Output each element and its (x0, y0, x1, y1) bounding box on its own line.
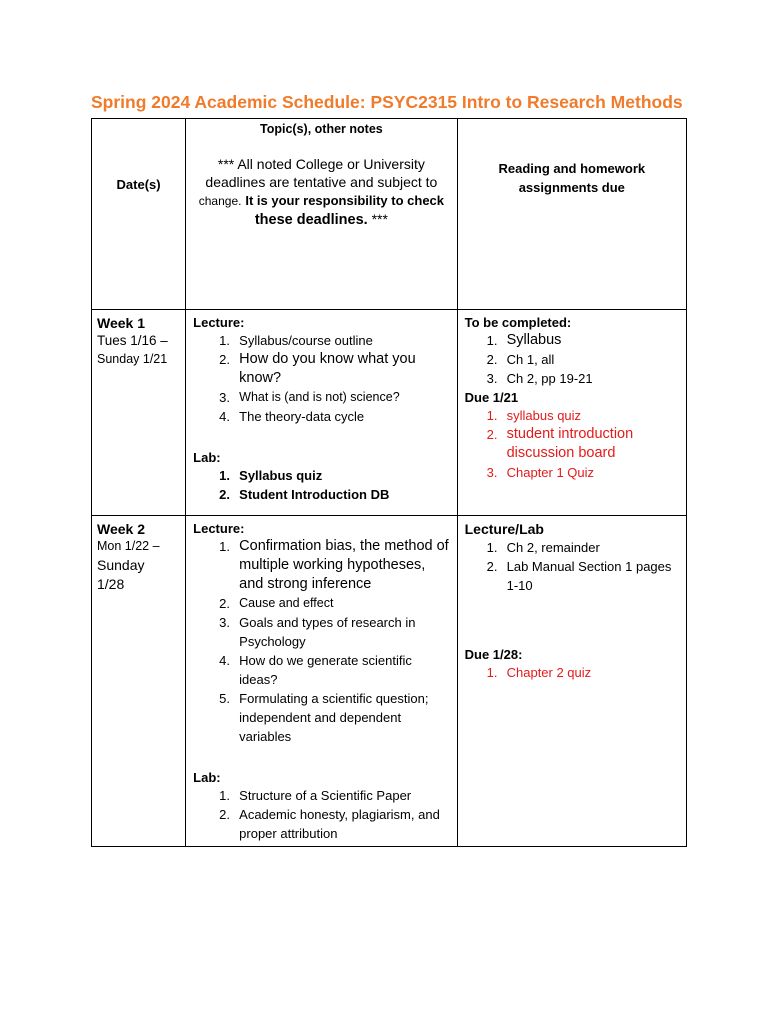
week-dates-line: Tues 1/16 – (97, 333, 168, 348)
week-date-cell (92, 516, 186, 847)
lecture-label: Lecture: (193, 521, 245, 536)
list-item: 2. student introduction discussion board (486, 426, 634, 461)
list-item: 1. Syllabus (486, 332, 562, 348)
week-date-cell (92, 310, 186, 516)
schedule-table (91, 118, 687, 847)
reading-header-line2: assignments due (518, 180, 625, 195)
deadline-note-part5: *** (371, 211, 388, 227)
list-item: 4. How do we generate scientific ideas? (219, 653, 412, 687)
list-item: 1. Ch 2, remainder (486, 540, 600, 555)
reading-header-line1: Reading and homework (498, 161, 646, 176)
lecture-list (193, 537, 449, 746)
week-dates-line: Sunday (97, 557, 145, 573)
list-item: 3. Chapter 1 Quiz (486, 465, 595, 480)
list-item: 1. Chapter 2 quiz (486, 665, 592, 680)
deadline-note-part4: these deadlines. (254, 212, 368, 228)
lecture-list (193, 331, 449, 426)
due-list (465, 406, 679, 482)
list-item: 2. Cause and effect (219, 596, 334, 611)
list-item: 4. The theory-data cycle (219, 409, 365, 424)
page-title: Spring 2024 Academic Schedule: PSYC2315 Intro to Research Methods (91, 92, 683, 112)
due-list (465, 663, 679, 682)
date-column-header: Date(s) (92, 119, 186, 310)
deadline-note-part1: *** All noted College or University deadlines are tentative and subject to (205, 156, 438, 190)
list-item: 2. Academic honesty, plagiarism, and proper attribution (219, 807, 440, 841)
list-item: 3. Ch 2, pp 19-21 (486, 371, 593, 386)
topics-cell (186, 516, 457, 847)
list-item: 2. Lab Manual Section 1 pages 1-10 (486, 559, 672, 593)
due-label: Due 1/21 (464, 390, 519, 405)
reading-list (465, 538, 679, 595)
week-label: Week 2 (97, 521, 145, 537)
list-item: 3. What is (and is not) science? (219, 390, 400, 405)
week-dates-line: Sunday 1/21 (97, 352, 168, 366)
deadline-note (186, 155, 456, 229)
week-row (92, 516, 687, 847)
week-dates-line: Mon 1/22 – (97, 539, 160, 553)
reading-list (465, 331, 679, 388)
list-item: 2. How do you know what you know? (219, 351, 416, 386)
deadline-note-part2: change. (198, 194, 242, 208)
lab-label: Lab: (193, 450, 221, 465)
reading-cell (457, 310, 686, 516)
list-item: 1. Syllabus/course outline (219, 333, 373, 348)
week-label: Week 1 (97, 315, 145, 331)
reading-column-header (457, 119, 686, 310)
week-dates-line: 1/28 (97, 576, 125, 592)
list-item: 1. Structure of a Scientific Paper (219, 788, 412, 803)
lab-label: Lab: (193, 770, 221, 785)
list-item: 1. Confirmation bias, the method of multiple working hypotheses, and strong inference (219, 538, 449, 592)
list-item: 2. Ch 1, all (486, 352, 555, 367)
topic-column-header (186, 119, 457, 310)
list-item: 5. Formulating a scientific question; independent and dependent variables (219, 691, 429, 744)
lab-list (193, 786, 449, 843)
topic-column-label: Topic(s), other notes (260, 122, 383, 136)
reading-label: To be completed: (464, 315, 572, 330)
list-item: 1. Syllabus quiz (219, 468, 323, 483)
deadline-note-part3: It is your responsibility to check (245, 193, 445, 208)
header-row (92, 119, 687, 310)
lab-list (193, 466, 449, 504)
due-label: Due 1/28: (464, 647, 523, 662)
list-item: 3. Goals and types of research in Psychology (219, 615, 416, 649)
reading-label: Lecture/Lab (464, 521, 544, 537)
reading-cell (457, 516, 686, 847)
topics-cell (186, 310, 457, 516)
list-item: 2. Student Introduction DB (219, 487, 390, 502)
lecture-label: Lecture: (193, 315, 245, 330)
week-row (92, 310, 687, 516)
list-item: 1. syllabus quiz (486, 408, 582, 423)
